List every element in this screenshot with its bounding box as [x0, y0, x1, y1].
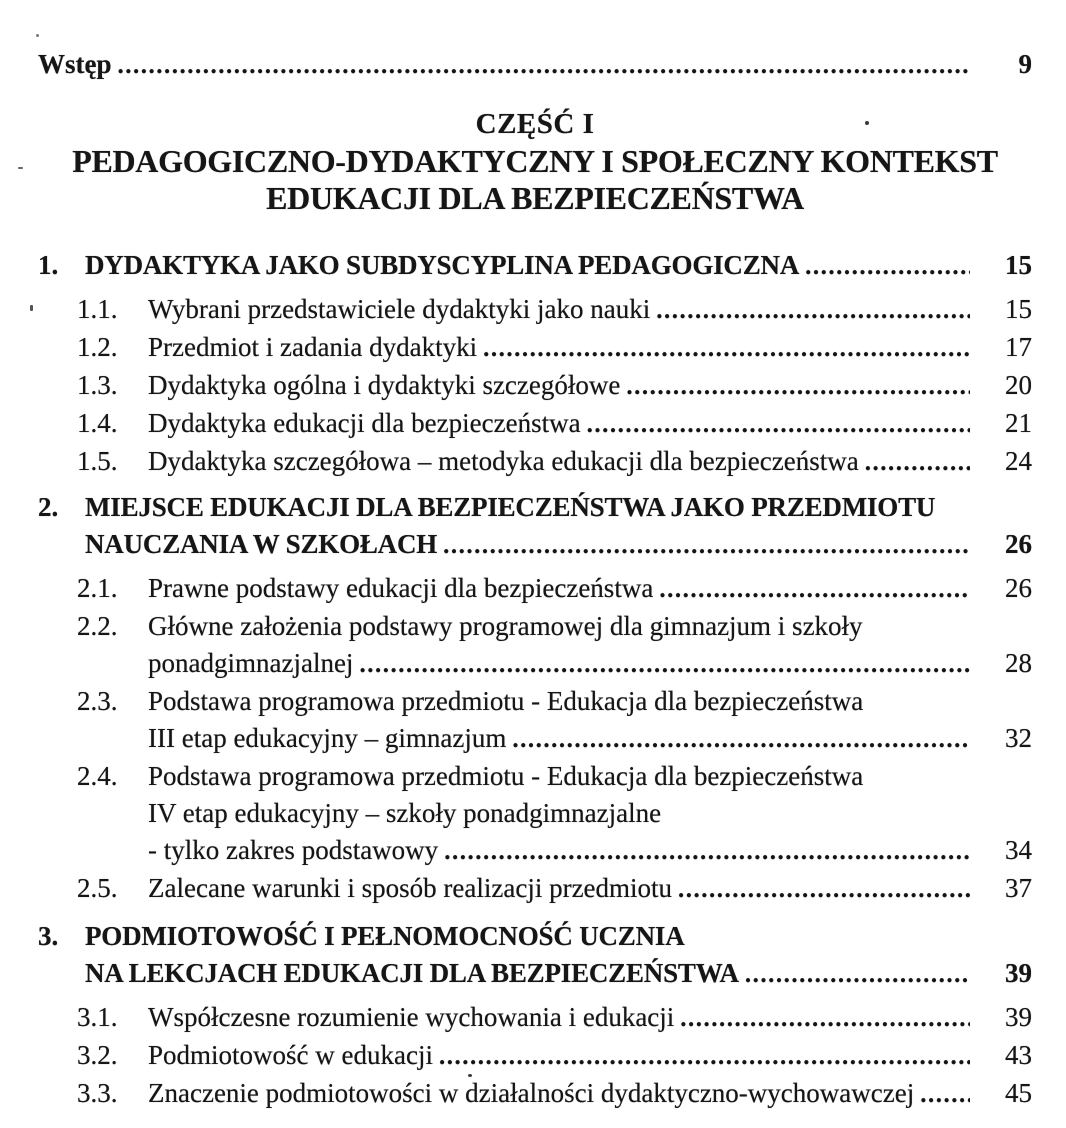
- entry-title: DYDAKTYKA JAKO SUBDYSCYPLINA PEDAGOGICZNA: [85, 250, 800, 280]
- dot-leader: [443, 526, 970, 564]
- dot-leader: [678, 870, 970, 908]
- page-number: 20: [1005, 370, 1032, 400]
- subsection-continuation: [38, 645, 1032, 683]
- page-number: 24: [1005, 446, 1032, 476]
- scan-speck: [30, 305, 33, 311]
- entry-title: III etap edukacyjny – gimnazjum: [148, 723, 507, 753]
- subsection-row: [38, 570, 1032, 608]
- entry-title: PODMIOTOWOŚĆ I PEŁNOMOCNOŚĆ UCZNIA: [85, 921, 685, 951]
- section-1: [38, 247, 1032, 481]
- entry-number: 1.5.: [77, 446, 118, 476]
- entry-title: Przedmiot i zadania dydaktyki: [148, 332, 478, 362]
- page-number: 15: [1005, 250, 1032, 280]
- dot-leader: [439, 1037, 970, 1075]
- entry-title: Podstawa programowa przedmiotu - Edukacja dla bezpieczeństwa: [148, 761, 864, 791]
- subsection-list: [38, 291, 1032, 481]
- subsection-row: [38, 608, 1032, 645]
- entry-title: NA LEKCJACH EDUKACJI DLA BEZPIECZEŃSTWA: [85, 958, 739, 988]
- subsection-row: [38, 405, 1032, 443]
- section-heading-row: [38, 918, 1032, 955]
- dot-leader: [680, 999, 970, 1037]
- entry-number: 3.3.: [77, 1078, 118, 1108]
- dot-leader: [118, 46, 971, 84]
- subsection-continuation: [38, 720, 1032, 758]
- entry-number: 2.: [38, 492, 59, 522]
- entry-title: Zalecane warunki i sposób realizacji przedmiotu: [148, 873, 673, 903]
- page-number: 45: [1005, 1078, 1032, 1108]
- section-2: [38, 489, 1032, 908]
- page-number: 39: [1005, 1002, 1032, 1032]
- entry-number: 2.3.: [77, 686, 118, 716]
- dot-leader: [587, 405, 970, 443]
- subsection-continuation: [38, 832, 1032, 870]
- section-heading-row: [38, 247, 1032, 285]
- subsection-row: [38, 1037, 1032, 1075]
- dot-leader: [920, 1075, 970, 1113]
- entry-number: 2.1.: [77, 573, 118, 603]
- entry-title: Podmiotowość w edukacji: [148, 1040, 433, 1070]
- page-number: 37: [1005, 873, 1032, 903]
- page-number: 26: [1005, 529, 1032, 559]
- part-kicker: CZĘŚĆ I: [475, 108, 595, 140]
- subsection-list: [38, 999, 1032, 1113]
- entry-number: 1.1.: [77, 294, 118, 324]
- subsection-list: [38, 570, 1032, 908]
- entry-title: Dydaktyka szczegółowa – metodyka edukacji dla bezpieczeństwa: [148, 446, 859, 476]
- entry-title: IV etap edukacyjny – szkoły ponadgimnazjalne: [148, 798, 662, 828]
- page-number: 26: [1005, 573, 1032, 603]
- entry-title: Prawne podstawy edukacji dla bezpieczeństwa: [148, 573, 654, 603]
- entry-number: 2.5.: [77, 873, 118, 903]
- entry-title: Wstęp: [38, 49, 112, 79]
- entry-number: 1.3.: [77, 370, 118, 400]
- page-number: 39: [1005, 958, 1032, 988]
- entry-number: 1.4.: [77, 408, 118, 438]
- entry-title: Podstawa programowa przedmiotu - Edukacja dla bezpieczeństwa: [148, 686, 864, 716]
- entry-number: 1.2.: [77, 332, 118, 362]
- section-3: [38, 918, 1032, 1113]
- entry-title: MIEJSCE EDUKACJI DLA BEZPIECZEŃSTWA JAKO PRZEDMIOTU: [85, 492, 936, 522]
- entry-title: - tylko zakres podstawowy: [148, 835, 439, 865]
- page-number: 34: [1005, 835, 1032, 865]
- page-number: 9: [1018, 49, 1032, 79]
- page-number: 28: [1005, 648, 1032, 678]
- dot-leader: [359, 645, 970, 683]
- part-heading: [38, 106, 1032, 217]
- page-number: 21: [1005, 408, 1032, 438]
- dot-leader: [512, 720, 970, 758]
- entry-number: 3.: [38, 921, 59, 951]
- subsection-row: [38, 758, 1032, 795]
- entry-title: Znaczenie podmiotowości w działalności dydaktyczno-wychowawczej: [148, 1078, 915, 1108]
- subsection-row: [38, 870, 1032, 908]
- subsection-row: [38, 367, 1032, 405]
- entry-title: ponadgimnazjalnej: [148, 648, 354, 678]
- subsection-row: [38, 683, 1032, 720]
- scan-speck: [865, 121, 869, 125]
- entry-title: Współczesne rozumienie wychowania i edukacji: [148, 1002, 675, 1032]
- part-title-line-2: EDUKACJI DLA BEZPIECZEŃSTWA: [266, 180, 804, 216]
- entry-number: 3.1.: [77, 1002, 118, 1032]
- dot-leader: [483, 329, 970, 367]
- subsection-continuation: [38, 795, 1032, 832]
- entry-number: 1.: [38, 250, 59, 280]
- page-number: 15: [1005, 294, 1032, 324]
- section-heading-continuation: [38, 526, 1032, 564]
- subsection-row: [38, 1075, 1032, 1113]
- part-title-line-1: PEDAGOGICZNO-DYDAKTYCZNY I SPOŁECZNY KONTEKST: [72, 143, 998, 179]
- dot-leader: [444, 832, 970, 870]
- dot-leader: [805, 247, 970, 285]
- page-number: 17: [1005, 332, 1032, 362]
- subsection-row: [38, 329, 1032, 367]
- dot-leader: [865, 443, 970, 481]
- entry-number: 2.2.: [77, 611, 118, 641]
- dot-leader: [745, 955, 970, 993]
- page-number: 43: [1005, 1040, 1032, 1070]
- scan-speck: [18, 167, 23, 169]
- dot-leader: [659, 570, 970, 608]
- dot-leader: [656, 291, 970, 329]
- entry-title: Wybrani przedstawiciele dydaktyki jako nauki: [148, 294, 651, 324]
- page-number: 32: [1005, 723, 1032, 753]
- entry-title: Dydaktyka edukacji dla bezpieczeństwa: [148, 408, 581, 438]
- scan-speck: [36, 34, 39, 37]
- entry-title: Dydaktyka ogólna i dydaktyki szczegółowe: [148, 370, 621, 400]
- entry-number: 3.2.: [77, 1040, 118, 1070]
- entry-title: Główne założenia podstawy programowej dla gimnazjum i szkoły: [148, 611, 863, 641]
- entry-title: NAUCZANIA W SZKOŁACH: [85, 529, 438, 559]
- entry-number: 2.4.: [77, 761, 118, 791]
- subsection-row: [38, 291, 1032, 329]
- subsection-row: [38, 443, 1032, 481]
- section-heading-continuation: [38, 955, 1032, 993]
- toc-entry-intro: [38, 46, 1032, 84]
- dot-leader: [626, 367, 970, 405]
- subsection-row: [38, 999, 1032, 1037]
- scan-speck: [468, 1074, 472, 1077]
- section-heading-row: [38, 489, 1032, 526]
